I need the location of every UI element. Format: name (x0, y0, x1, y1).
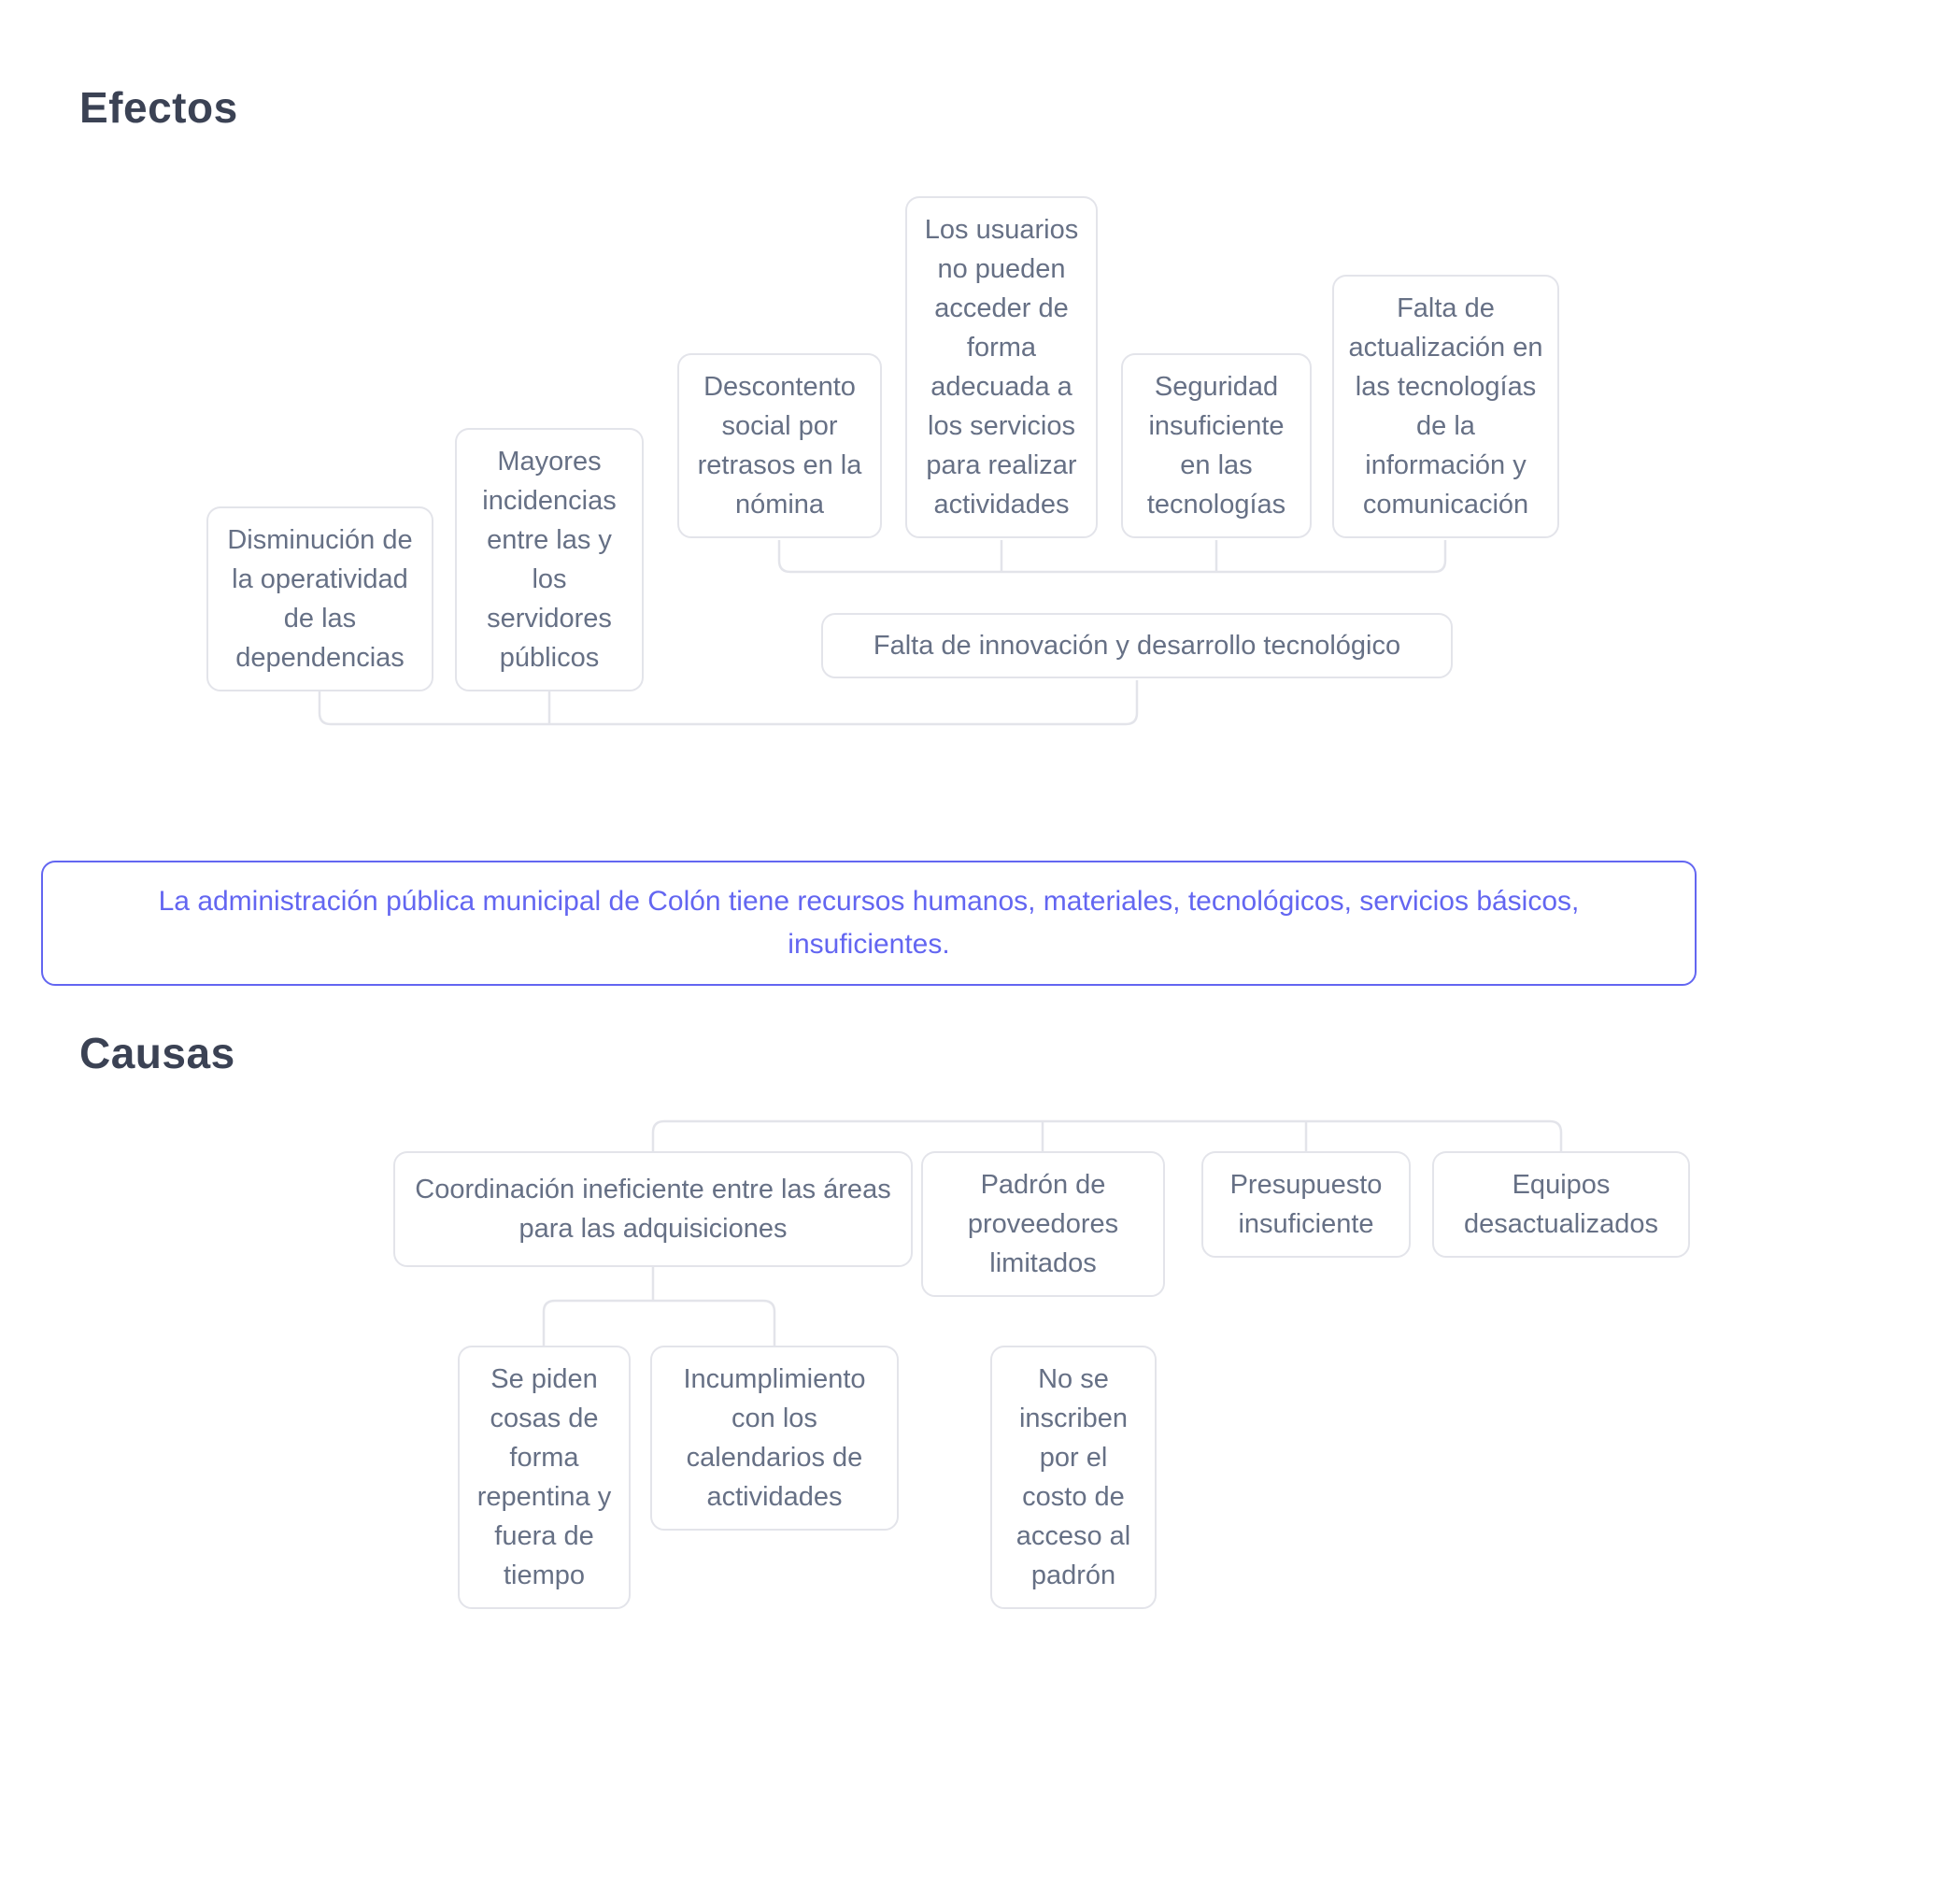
effect-node-seguridad-insuficiente[interactable]: Seguridad insuficiente en las tecnologías (1121, 353, 1312, 538)
effect-node-falta-actualizacion[interactable]: Falta de actualización en las tecnologías de la información y comunicación (1332, 275, 1559, 538)
causes-heading: Causas (79, 1029, 235, 1077)
causes-upper-rail (653, 1121, 1561, 1151)
cause-node-incumplimiento-calendarios[interactable]: Incumplimiento con los calendarios de actividades (650, 1346, 899, 1531)
cause-node-peticiones-repentinas[interactable]: Se piden cosas de forma repentina y fuera de tiempo (458, 1346, 631, 1609)
effect-node-falta-innovacion[interactable]: Falta de innovación y desarrollo tecnológico (821, 613, 1453, 678)
causes-sub-rail (544, 1301, 774, 1346)
effects-lower-rail (320, 680, 1137, 724)
cause-node-padron-proveedores[interactable]: Padrón de proveedores limitados (921, 1151, 1165, 1297)
cause-node-no-inscripcion-padron[interactable]: No se inscriben por el costo de acceso al padrón (990, 1346, 1157, 1609)
effect-node-descontento-social[interactable]: Descontento social por retrasos en la nómina (677, 353, 882, 538)
effects-heading: Efectos (79, 83, 238, 132)
cause-node-equipos-desactualizados[interactable]: Equipos desactualizados (1432, 1151, 1690, 1258)
effect-node-disminucion-operatividad[interactable]: Disminución de la operatividad de las dependencias (206, 506, 433, 691)
problem-statement-box[interactable]: La administración pública municipal de Colón tiene recursos humanos, materiales, tecnológicos, servicios básicos, insuficientes. (41, 861, 1697, 986)
cause-node-presupuesto-insuficiente[interactable]: Presupuesto insuficiente (1201, 1151, 1411, 1258)
effect-node-usuarios-sin-acceso[interactable]: Los usuarios no pueden acceder de forma adecuada a los servicios para realizar actividades (905, 196, 1098, 538)
effects-upper-rail (779, 540, 1445, 572)
effect-node-mayores-incidencias[interactable]: Mayores incidencias entre las y los servidores públicos (455, 428, 644, 691)
cause-node-coordinacion-ineficiente[interactable]: Coordinación ineficiente entre las áreas para las adquisiciones (393, 1151, 913, 1267)
